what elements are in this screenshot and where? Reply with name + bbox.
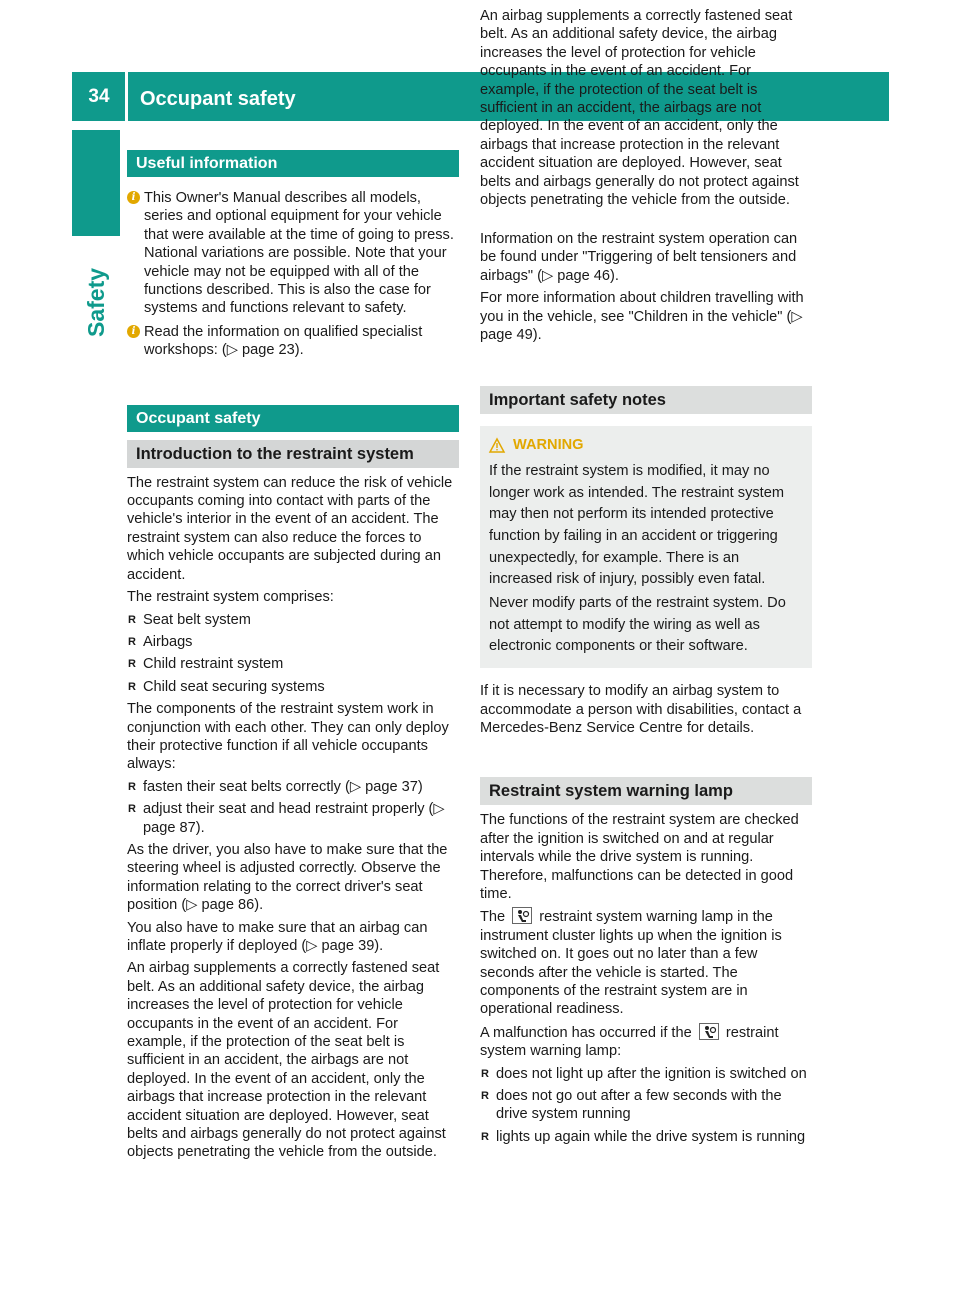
list-item: R Child seat securing systems xyxy=(128,678,325,695)
bullet-icon: R xyxy=(481,1090,489,1103)
header-divider xyxy=(125,72,128,121)
warning-box xyxy=(480,426,812,668)
bullet-icon: R xyxy=(128,635,136,648)
info-note-text: This Owner's Manual describes all models, series and optional equipment for your vehicle that were available at the time of going to press. National variations are possible. Note that your vehicle may not be equipped with all of the functions described. This is also the case for systems and functions relevant to safety. xyxy=(144,190,454,317)
airbag-warning-lamp-icon xyxy=(699,1023,719,1040)
list-item: R does not go out after a few seconds with the drive system running xyxy=(481,1088,782,1123)
paragraph xyxy=(480,8,812,226)
info-icon: i xyxy=(127,191,140,204)
airbag-warning-lamp-icon xyxy=(512,907,532,924)
intro-heading: Introduction to the restraint system xyxy=(127,440,459,468)
paragraph: A malfunction has occurred if the restraint system warning lamp: xyxy=(480,1024,779,1060)
paragraph: As the driver, you also have to make sure that the steering wheel is adjusted correctly. Observe the information relating to the correct driver's seat position (▷ page 86). xyxy=(127,841,448,914)
section-tab-block xyxy=(72,130,120,236)
right-column xyxy=(480,8,812,1150)
warning-triangle-icon xyxy=(489,438,505,453)
section-tab-label: Safety xyxy=(83,267,109,337)
paragraph: You also have to make sure that an airbag can inflate properly if deployed (▷ page 39). xyxy=(127,919,428,954)
useful-info-heading: Useful information xyxy=(127,150,459,177)
page-number: 34 xyxy=(88,86,110,107)
list-item: R adjust their seat and head restraint properly (▷ page 87). xyxy=(128,801,445,836)
bullet-icon: R xyxy=(128,658,136,671)
warning-text: Never modify parts of the restraint system. Do not attempt to modify the wiring as well as electronic components or their software. xyxy=(489,595,786,655)
list-item: R Airbags xyxy=(128,633,193,650)
paragraph: The restraint system warning lamp in the instrument cluster lights up when the ignition is switched on. It goes out no later than a few seconds after the vehicle is started. The components of the restraint system are in operational readiness. xyxy=(480,909,782,1018)
paragraph: The components of the restraint system work in conjunction with each other. They can only deploy their protective function if all vehicle occupants always: xyxy=(127,701,449,773)
bullet-icon: R xyxy=(481,1067,489,1080)
bullet-icon: R xyxy=(481,1130,489,1143)
paragraph: For more information about children travelling with you in the vehicle, see "Children in the vehicle" (▷ page 49). xyxy=(480,290,804,344)
warning-header xyxy=(489,436,803,454)
paragraph: Information on the restraint system operation can be found under "Triggering of belt tensioners and airbags" (▷ page 46). xyxy=(480,231,798,284)
info-note xyxy=(127,189,459,318)
paragraph-continued: An airbag supplements a correctly fastened seat belt. As an additional safety device, the airbag increases the level of protection for vehicle occupants in the event of an accident. For example, if the protection of the seat belt is sufficient in an accident, the airbags are not deployed. In the event of an accident, only the airbags that increase protection in the relevant accident situation are deployed. However, seat belts and airbags generally do not protect against objects penetrating the vehicle from the outside. xyxy=(480,8,799,209)
important-notes-heading: Important safety notes xyxy=(480,386,812,414)
list-item: R does not light up after the ignition is switched on xyxy=(481,1065,807,1082)
list-item: R Seat belt system xyxy=(128,611,251,628)
occupant-safety-heading: Occupant safety xyxy=(127,405,459,432)
paragraph: An airbag supplements a correctly fastened seat belt. As an additional safety device, the airbag increases the level of protection for vehicle occupants in the event of an accident. For example, if the protection of the seat belt is sufficient in an accident, the airbags are not deployed. In the event of an accident, only the airbags that increase protection in the relevant accident situation are deployed. However, seat belts and airbags generally do not protect against objects penetrating the vehicle from the outside. xyxy=(127,960,446,1161)
info-note xyxy=(127,323,459,360)
list-item: R fasten their seat belts correctly (▷ page 37) xyxy=(128,778,423,795)
info-icon: i xyxy=(127,325,140,338)
list-item: R Child restraint system xyxy=(128,656,284,673)
bullet-icon: R xyxy=(128,680,136,693)
info-note-text: Read the information on qualified specialist workshops: (▷ page 23). xyxy=(144,323,423,359)
left-column xyxy=(127,150,459,1161)
bullet-icon: R xyxy=(128,803,136,816)
list-item: R lights up again while the drive system is running xyxy=(481,1128,806,1145)
page-title: Occupant safety xyxy=(140,88,296,110)
bullet-icon: R xyxy=(128,613,136,626)
warning-label: WARNING xyxy=(513,437,584,454)
paragraph: The restraint system comprises: xyxy=(127,589,334,606)
paragraph: The restraint system can reduce the risk of vehicle occupants coming into contact with parts of the vehicle's interior in the event of an accident. The restraint system can also reduce the forces to which vehicle occupants are subjected during an accident. xyxy=(127,474,453,583)
warning-text: If the restraint system is modified, it may no longer work as intended. The restraint system may then not perform its intended protective function by failing in an accident or triggering unexpectedly, for example. There is an increased risk of injury, possibly even fatal. xyxy=(489,462,784,588)
paragraph: The functions of the restraint system are checked after the ignition is switched on and at regular intervals while the drive system is running. Therefore, malfunctions can be detected in good time. xyxy=(480,812,799,903)
bullet-icon: R xyxy=(128,780,136,793)
warning-lamp-heading: Restraint system warning lamp xyxy=(480,777,812,805)
paragraph: If it is necessary to modify an airbag system to accommodate a person with disabilities, contact a Mercedes-Benz Service Centre for details. xyxy=(480,683,802,736)
